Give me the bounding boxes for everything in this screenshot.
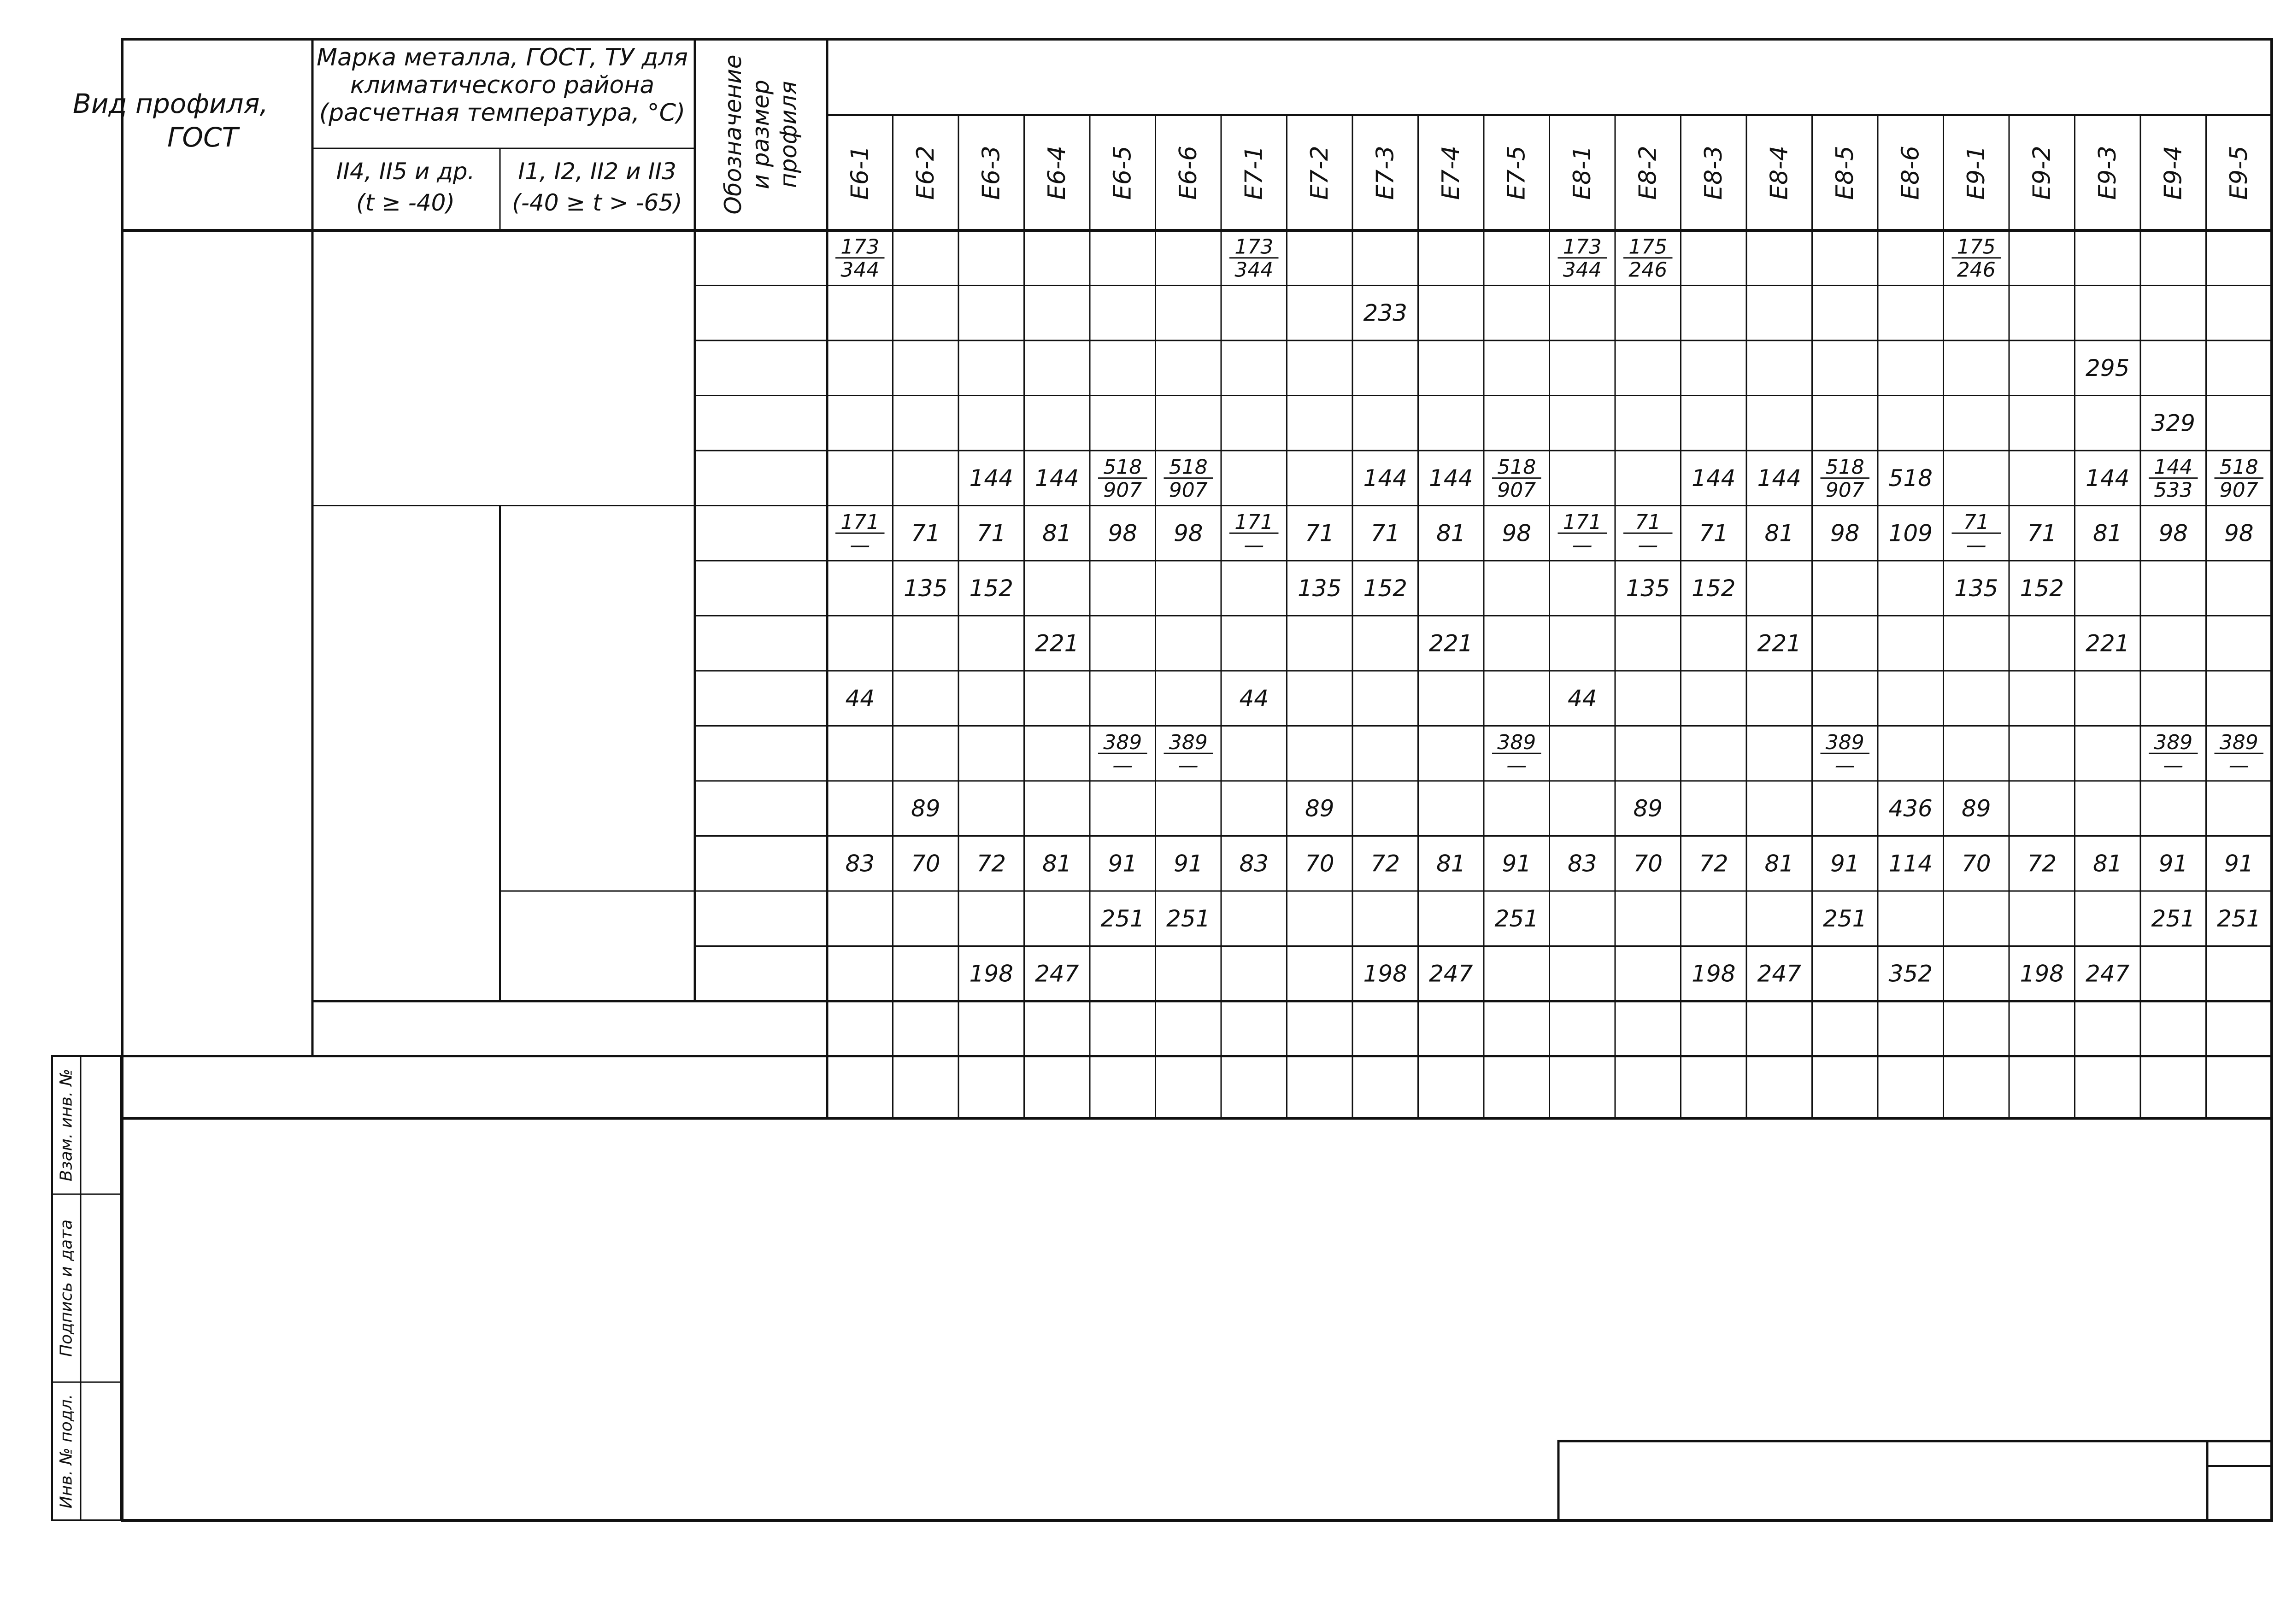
cell-value: 81 [2092,850,2122,877]
header-grade-line2: климатического района [350,71,655,99]
cell-value: 83 [845,850,875,877]
side-stamp-label: Взам. инв. № [57,1068,76,1182]
cell-denominator: 907 [1497,478,1536,502]
cell-denominator: 907 [1103,478,1142,502]
header-designation [720,55,802,215]
mark-header-label: Е6-1 [846,146,874,200]
mark-header-label: Е6-4 [1043,146,1071,200]
cell-value: 71 [1305,520,1334,547]
cell-value: 89 [1961,795,1991,822]
cell-value: 233 [1363,299,1407,327]
cell-value: 71 [1698,520,1728,547]
cell-value: 144 [1757,464,1801,492]
cell-value: 109 [1888,520,1933,547]
cell-value: 70 [1961,850,1991,877]
cell-numerator: 171 [1234,510,1274,534]
cell-value: 352 [1888,960,1933,987]
cell-value: 91 [1502,850,1532,877]
mark-header [1700,146,1728,200]
cell-value: 91 [1108,850,1138,877]
cell-value: 91 [1830,850,1860,877]
cell-value: 144 [1429,464,1473,492]
mark-header-label: Е6-3 [977,146,1005,200]
cell-value: 72 [1698,850,1728,877]
cell-value: 81 [1436,520,1466,547]
mark-header [1175,146,1202,200]
cell-numerator: 175 [1957,235,1996,259]
cell-numerator: 518 [1497,455,1536,479]
mark-header-label: Е7-3 [1371,146,1399,200]
cell-denominator: 907 [1169,478,1208,502]
header-designation-line: профиля [775,81,802,188]
mark-header-label: Е7-4 [1437,146,1465,200]
cell-numerator: 389 [2154,730,2193,754]
cell-value: 251 [1494,905,1539,932]
cell-value: 71 [911,520,940,547]
mark-header [1371,146,1399,200]
mark-header [1634,146,1662,200]
side-stamp-field [57,1394,76,1508]
cell-numerator: 518 [2219,455,2258,479]
cell-value: 436 [1888,795,1933,822]
cell-denominator: 246 [1628,258,1668,282]
mark-header [1569,146,1596,200]
cell-value: 81 [1042,520,1072,547]
cell-value: 135 [1298,575,1342,602]
cell-value: 70 [911,850,940,877]
mark-header [2094,146,2122,200]
cell-value: 81 [1436,850,1466,877]
cell-denominator: — [1244,533,1264,557]
cell-denominator: — [1834,753,1855,777]
cell-value: 221 [1757,630,1801,657]
cell-numerator: 389 [2219,730,2258,754]
cell-numerator: 71 [1963,510,1989,534]
cell-value: 144 [1363,464,1407,492]
mark-header [1963,146,1990,200]
cell-denominator: 344 [840,258,880,282]
cell-value: 98 [2158,520,2188,547]
cell-value: 135 [904,575,948,602]
mark-header-label: Е9-5 [2225,146,2253,200]
cell-denominator: — [1572,533,1593,557]
mark-header-label: Е8-5 [1831,146,1859,200]
cell-value: 144 [1692,464,1736,492]
header-designation-line: и размер [747,80,774,189]
cell-value: 70 [1305,850,1334,877]
cell-numerator: 173 [1563,235,1602,259]
cell-value: 251 [1823,905,1867,932]
cell-value: 251 [2217,905,2261,932]
mark-header-label: Е9-1 [1962,146,1990,200]
cell-value: 81 [1764,850,1794,877]
mark-header-label: Е8-1 [1568,146,1596,200]
cell-value: 221 [2086,630,2130,657]
cell-numerator: 144 [2154,455,2193,479]
cell-value: 81 [1764,520,1794,547]
cell-numerator: 171 [840,510,880,534]
mark-header [912,146,940,200]
mark-header-label: Е6-6 [1174,146,1202,200]
mark-header [1765,146,1793,200]
mark-header [977,146,1005,200]
header-profile-gost: ГОСТ [167,122,238,153]
header-grade-sub2-line1: I1, I2, II2 и II3 [518,158,676,185]
cell-value: 71 [976,520,1006,547]
cell-value: 70 [1633,850,1663,877]
cell-denominator: — [1966,533,1986,557]
cell-denominator: 907 [2219,478,2258,502]
mark-header [1043,146,1071,200]
cell-numerator: 389 [1103,730,1142,754]
cell-value: 135 [1954,575,1998,602]
cell-value: 83 [1567,850,1597,877]
cell-value: 221 [1429,630,1473,657]
cell-denominator: — [1506,753,1527,777]
cell-numerator: 389 [1169,730,1208,754]
cell-value: 144 [1035,464,1079,492]
mark-header [1503,146,1530,200]
cell-denominator: — [850,533,870,557]
cell-value: 247 [2086,960,2130,987]
cell-value: 251 [1100,905,1145,932]
mark-header [1897,146,1924,200]
cell-numerator: 518 [1825,455,1864,479]
cell-value: 81 [1042,850,1072,877]
cell-value: 198 [1363,960,1407,987]
cell-denominator: — [1638,533,1658,557]
cell-value: 72 [2027,850,2057,877]
header-grade-sub1-line2: (t ≥ -40) [356,189,455,216]
cell-denominator: 344 [1234,258,1274,282]
mark-header-label: Е7-1 [1240,146,1268,200]
cell-value: 98 [1173,520,1203,547]
side-stamp-field [57,1069,76,1181]
cell-value: 91 [2224,850,2254,877]
cell-value: 91 [1173,850,1203,877]
cell-value: 98 [2224,520,2254,547]
cell-denominator: — [1178,753,1199,777]
cell-value: 71 [1370,520,1400,547]
cell-value: 221 [1035,630,1079,657]
header-grade-sub1-line1: II4, II5 и др. [336,158,475,185]
cell-value: 152 [2020,575,2064,602]
cell-value: 247 [1035,960,1079,987]
cell-value: 81 [2092,520,2122,547]
cell-numerator: 518 [1169,455,1208,479]
cell-value: 518 [1888,464,1933,492]
cell-value: 198 [2020,960,2064,987]
mark-header [2159,146,2187,200]
cell-numerator: 173 [1234,235,1274,259]
cell-numerator: 389 [1497,730,1536,754]
cell-value: 89 [1633,795,1663,822]
mark-header-label: Е6-2 [911,146,940,200]
cell-value: 152 [1692,575,1736,602]
title-block-frame [1558,1441,2272,1520]
cell-denominator: 246 [1957,258,1996,282]
cell-value: 44 [1239,685,1269,712]
cell-denominator: 907 [1825,478,1864,502]
mark-header-label: Е8-4 [1765,146,1793,200]
mark-header [2225,146,2253,200]
cell-value: 72 [976,850,1006,877]
mark-header-label: Е8-3 [1699,146,1728,200]
cell-value: 98 [1502,520,1532,547]
cell-value: 198 [969,960,1013,987]
cell-numerator: 389 [1825,730,1864,754]
header-grade-line1: Марка металла, ГОСТ, ТУ для [317,44,688,71]
mark-header [1109,146,1136,200]
cell-numerator: 173 [840,235,880,259]
header-grade-sub2-line2: (-40 ≥ t > -65) [512,189,682,216]
cell-value: 251 [1166,905,1211,932]
cell-value: 144 [2086,464,2130,492]
cell-numerator: 518 [1103,455,1142,479]
mark-header-label: Е8-2 [1634,146,1662,200]
cell-value: 114 [1888,850,1933,877]
mark-header [1306,146,1334,200]
mark-header [2028,146,2056,200]
mark-header [846,146,874,200]
mark-header-label: Е7-5 [1503,146,1531,200]
cell-value: 44 [1567,685,1597,712]
cell-value: 247 [1757,960,1801,987]
cell-value: 135 [1626,575,1670,602]
cell-value: 72 [1370,850,1400,877]
side-stamp-field [57,1219,76,1357]
cell-numerator: 175 [1628,235,1668,259]
header-grade-line3: (расчетная температура, °С) [319,99,686,127]
mark-header-label: Е9-4 [2159,146,2187,200]
mark-header-label: Е9-3 [2093,146,2122,200]
cell-numerator: 171 [1563,510,1602,534]
mark-header [1437,146,1465,200]
cell-denominator: — [2228,753,2249,777]
mark-header [1240,146,1268,200]
mark-header [1831,146,1859,200]
cell-denominator: 344 [1563,258,1602,282]
outer-frame [122,39,2272,1520]
cell-value: 198 [1692,960,1736,987]
cell-value: 152 [969,575,1013,602]
cell-value: 98 [1108,520,1138,547]
cell-denominator: 533 [2154,478,2193,502]
cell-value: 295 [2086,354,2130,381]
header-designation-line: Обозначение [720,54,746,215]
cell-value: 98 [1830,520,1860,547]
cell-denominator: — [2163,753,2184,777]
cell-value: 71 [2027,520,2057,547]
side-stamp-label: Инв. № подл. [57,1394,76,1509]
mark-header-label: Е7-2 [1305,146,1334,200]
header-profile-label: Вид профиля, [73,88,268,119]
cell-denominator: — [1112,753,1133,777]
side-stamp-label: Подпись и дата [57,1219,76,1357]
cell-value: 329 [2151,410,2195,437]
cell-value: 247 [1429,960,1473,987]
cell-value: 44 [845,685,875,712]
cell-value: 251 [2151,905,2195,932]
cell-value: 91 [2158,850,2188,877]
cell-value: 89 [911,795,940,822]
cell-numerator: 71 [1635,510,1661,534]
mark-header-label: Е8-6 [1897,146,1925,200]
mark-header-label: Е9-2 [2028,146,2056,200]
cell-value: 152 [1363,575,1407,602]
cell-value: 89 [1305,795,1334,822]
cell-value: 83 [1239,850,1269,877]
mark-header-label: Е6-5 [1109,146,1137,200]
cell-value: 144 [969,464,1013,492]
